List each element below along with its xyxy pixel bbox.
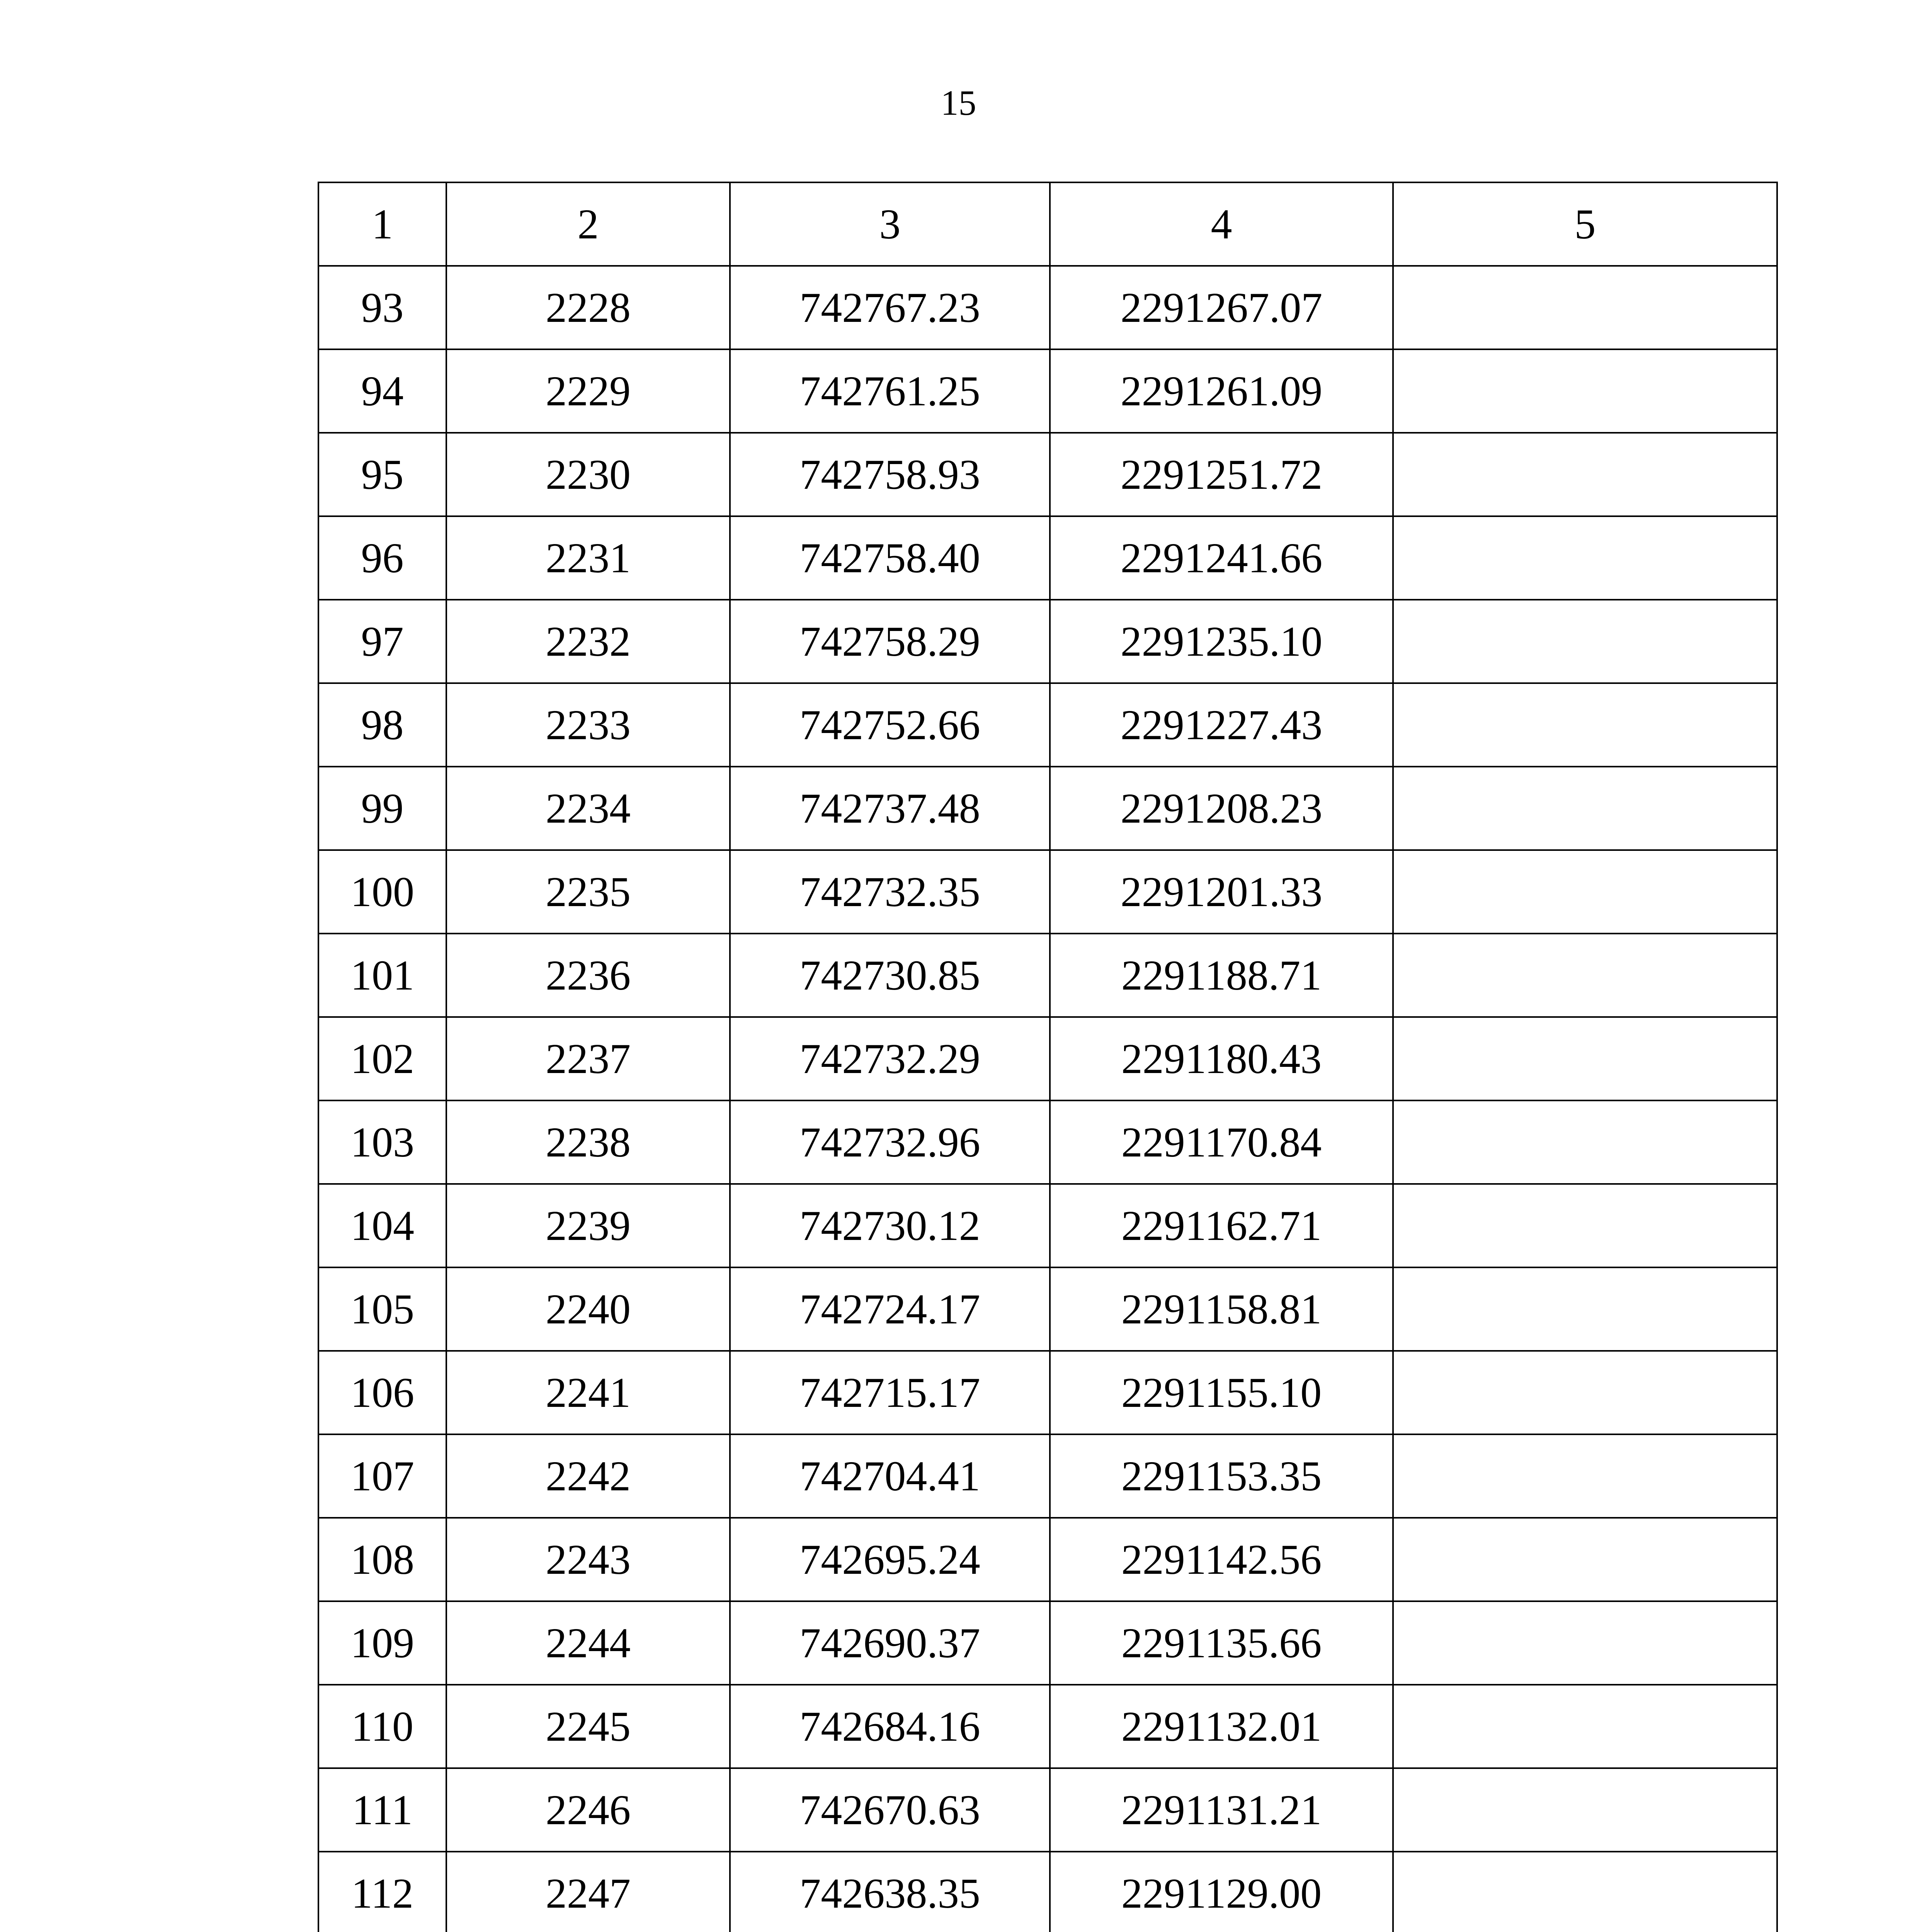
point-id-cell: 2233 [446, 683, 730, 767]
row-number-cell: 110 [318, 1685, 446, 1768]
coordinates-table [318, 182, 1778, 1932]
note-cell [1393, 1768, 1777, 1852]
point-id-cell: 2240 [446, 1267, 730, 1351]
y-coordinate-cell: 2291129.00 [1050, 1852, 1393, 1932]
point-id-cell: 2235 [446, 850, 730, 934]
point-id-cell: 2229 [446, 349, 730, 433]
row-number-cell: 102 [318, 1017, 446, 1100]
note-cell [1393, 1685, 1777, 1768]
table-row [318, 1434, 1777, 1518]
point-id-cell: 2236 [446, 934, 730, 1017]
y-coordinate-cell: 2291162.71 [1050, 1184, 1393, 1267]
table-header-row [318, 182, 1777, 266]
note-cell [1393, 1434, 1777, 1518]
x-coordinate-cell: 742684.16 [730, 1685, 1050, 1768]
table-row [318, 767, 1777, 850]
y-coordinate-cell: 2291227.43 [1050, 683, 1393, 767]
point-id-cell: 2232 [446, 600, 730, 683]
table-row [318, 1351, 1777, 1434]
x-coordinate-cell: 742730.85 [730, 934, 1050, 1017]
x-coordinate-cell: 742752.66 [730, 683, 1050, 767]
note-cell [1393, 1518, 1777, 1601]
y-coordinate-cell: 2291132.01 [1050, 1685, 1393, 1768]
table-row [318, 1267, 1777, 1351]
note-cell [1393, 767, 1777, 850]
table-row [318, 934, 1777, 1017]
x-coordinate-cell: 742732.96 [730, 1100, 1050, 1184]
y-coordinate-cell: 2291201.33 [1050, 850, 1393, 934]
column-header-4: 4 [1050, 182, 1393, 266]
point-id-cell: 2231 [446, 516, 730, 600]
row-number-cell: 95 [318, 433, 446, 516]
row-number-cell: 101 [318, 934, 446, 1017]
row-number-cell: 93 [318, 266, 446, 349]
x-coordinate-cell: 742758.93 [730, 433, 1050, 516]
table-body [318, 182, 1777, 1932]
y-coordinate-cell: 2291142.56 [1050, 1518, 1393, 1601]
x-coordinate-cell: 742704.41 [730, 1434, 1050, 1518]
note-cell [1393, 1017, 1777, 1100]
y-coordinate-cell: 2291261.09 [1050, 349, 1393, 433]
column-header-1: 1 [318, 182, 446, 266]
row-number-cell: 105 [318, 1267, 446, 1351]
point-id-cell: 2246 [446, 1768, 730, 1852]
x-coordinate-cell: 742758.40 [730, 516, 1050, 600]
x-coordinate-cell: 742730.12 [730, 1184, 1050, 1267]
note-cell [1393, 516, 1777, 600]
x-coordinate-cell: 742715.17 [730, 1351, 1050, 1434]
x-coordinate-cell: 742695.24 [730, 1518, 1050, 1601]
point-id-cell: 2244 [446, 1601, 730, 1685]
page-number: 15 [941, 83, 976, 122]
table-row [318, 1685, 1777, 1768]
note-cell [1393, 433, 1777, 516]
x-coordinate-cell: 742690.37 [730, 1601, 1050, 1685]
table-row [318, 1184, 1777, 1267]
x-coordinate-cell: 742732.29 [730, 1017, 1050, 1100]
note-cell [1393, 850, 1777, 934]
point-id-cell: 2239 [446, 1184, 730, 1267]
row-number-cell: 109 [318, 1601, 446, 1685]
y-coordinate-cell: 2291188.71 [1050, 934, 1393, 1017]
table-row [318, 1017, 1777, 1100]
row-number-cell: 97 [318, 600, 446, 683]
table-row [318, 516, 1777, 600]
point-id-cell: 2237 [446, 1017, 730, 1100]
point-id-cell: 2242 [446, 1434, 730, 1518]
x-coordinate-cell: 742670.63 [730, 1768, 1050, 1852]
y-coordinate-cell: 2291170.84 [1050, 1100, 1393, 1184]
x-coordinate-cell: 742638.35 [730, 1852, 1050, 1932]
table-row [318, 349, 1777, 433]
y-coordinate-cell: 2291131.21 [1050, 1768, 1393, 1852]
x-coordinate-cell: 742767.23 [730, 266, 1050, 349]
table-row [318, 1768, 1777, 1852]
y-coordinate-cell: 2291135.66 [1050, 1601, 1393, 1685]
y-coordinate-cell: 2291208.23 [1050, 767, 1393, 850]
table-row [318, 600, 1777, 683]
row-number-cell: 112 [318, 1852, 446, 1932]
note-cell [1393, 1852, 1777, 1932]
point-id-cell: 2234 [446, 767, 730, 850]
column-header-3: 3 [730, 182, 1050, 266]
note-cell [1393, 1267, 1777, 1351]
x-coordinate-cell: 742761.25 [730, 349, 1050, 433]
row-number-cell: 107 [318, 1434, 446, 1518]
y-coordinate-cell: 2291158.81 [1050, 1267, 1393, 1351]
y-coordinate-cell: 2291235.10 [1050, 600, 1393, 683]
coordinates-table-container [318, 182, 1778, 1932]
row-number-cell: 96 [318, 516, 446, 600]
note-cell [1393, 1100, 1777, 1184]
note-cell [1393, 1601, 1777, 1685]
y-coordinate-cell: 2291180.43 [1050, 1017, 1393, 1100]
x-coordinate-cell: 742724.17 [730, 1267, 1050, 1351]
x-coordinate-cell: 742732.35 [730, 850, 1050, 934]
y-coordinate-cell: 2291267.07 [1050, 266, 1393, 349]
note-cell [1393, 349, 1777, 433]
table-row [318, 266, 1777, 349]
table-row [318, 683, 1777, 767]
row-number-cell: 111 [318, 1768, 446, 1852]
row-number-cell: 104 [318, 1184, 446, 1267]
table-row [318, 1100, 1777, 1184]
y-coordinate-cell: 2291251.72 [1050, 433, 1393, 516]
note-cell [1393, 600, 1777, 683]
note-cell [1393, 266, 1777, 349]
row-number-cell: 98 [318, 683, 446, 767]
table-row [318, 433, 1777, 516]
column-header-5: 5 [1393, 182, 1777, 266]
x-coordinate-cell: 742758.29 [730, 600, 1050, 683]
point-id-cell: 2230 [446, 433, 730, 516]
note-cell [1393, 1351, 1777, 1434]
point-id-cell: 2243 [446, 1518, 730, 1601]
table-row [318, 1601, 1777, 1685]
point-id-cell: 2238 [446, 1100, 730, 1184]
note-cell [1393, 683, 1777, 767]
note-cell [1393, 1184, 1777, 1267]
row-number-cell: 99 [318, 767, 446, 850]
y-coordinate-cell: 2291155.10 [1050, 1351, 1393, 1434]
row-number-cell: 94 [318, 349, 446, 433]
point-id-cell: 2247 [446, 1852, 730, 1932]
point-id-cell: 2245 [446, 1685, 730, 1768]
point-id-cell: 2241 [446, 1351, 730, 1434]
point-id-cell: 2228 [446, 266, 730, 349]
table-row [318, 1852, 1777, 1932]
row-number-cell: 108 [318, 1518, 446, 1601]
y-coordinate-cell: 2291241.66 [1050, 516, 1393, 600]
row-number-cell: 100 [318, 850, 446, 934]
table-row [318, 1518, 1777, 1601]
y-coordinate-cell: 2291153.35 [1050, 1434, 1393, 1518]
table-row [318, 850, 1777, 934]
column-header-2: 2 [446, 182, 730, 266]
row-number-cell: 106 [318, 1351, 446, 1434]
row-number-cell: 103 [318, 1100, 446, 1184]
x-coordinate-cell: 742737.48 [730, 767, 1050, 850]
note-cell [1393, 934, 1777, 1017]
